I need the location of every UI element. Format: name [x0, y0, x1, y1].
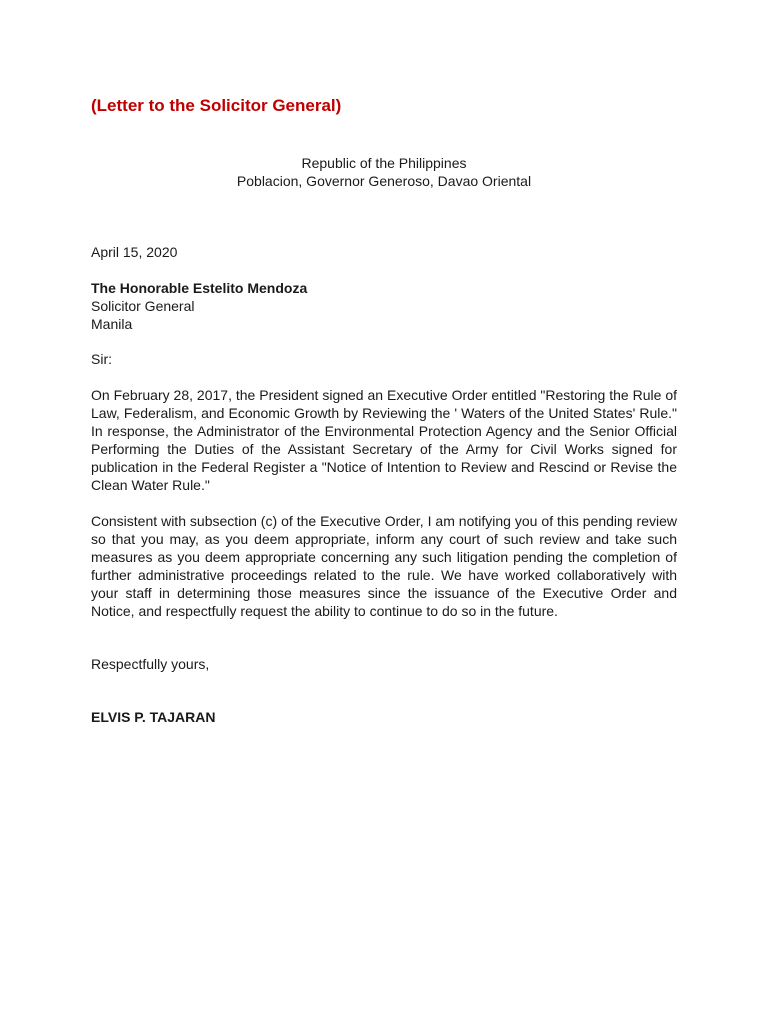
letterhead-country: Republic of the Philippines [301, 155, 467, 171]
recipient-name: The Honorable Estelito Mendoza [91, 280, 308, 296]
letterhead-address: Poblacion, Governor Generoso, Davao Oriental [236, 173, 532, 189]
recipient-location: Manila [91, 316, 133, 332]
letterhead [91, 154, 677, 190]
signatory-name: ELVIS P. TAJARAN [91, 709, 216, 725]
body-paragraph-2: Consistent with subsection (c) of the Executive Order, I am notifying you of this pending review so that you may, as you deem appropriate, inform any court of such review and take such measures as you deem appropriate concerning any such litigation pending the completion of further administrative proceedings related to the rule. We have worked collaboratively with your staff in determining those measures since the issuance of the Executive Order and Notice, and respectfully request the ability to continue to do so in the future. [91, 513, 677, 619]
closing: Respectfully yours, [91, 656, 210, 672]
recipient-block [91, 279, 307, 333]
document-title: (Letter to the Solicitor General) [91, 96, 342, 115]
body-paragraph-1: On February 28, 2017, the President signed an Executive Order entitled "Restoring the Rule of Law, Federalism, and Economic Growth by Reviewing the ' Waters of the United States' Rule." In response, the Administrator of the Environmental Protection Agency and the Senior Official Performing the Duties of the Assistant Secretary of the Army for Civil Works signed for publication in the Federal Register a "Notice of Intention to Review and Rescind or Revise the Clean Water Rule." [91, 387, 677, 493]
letter-date: April 15, 2020 [91, 244, 178, 260]
salutation: Sir: [91, 351, 112, 367]
recipient-title: Solicitor General [91, 298, 195, 314]
